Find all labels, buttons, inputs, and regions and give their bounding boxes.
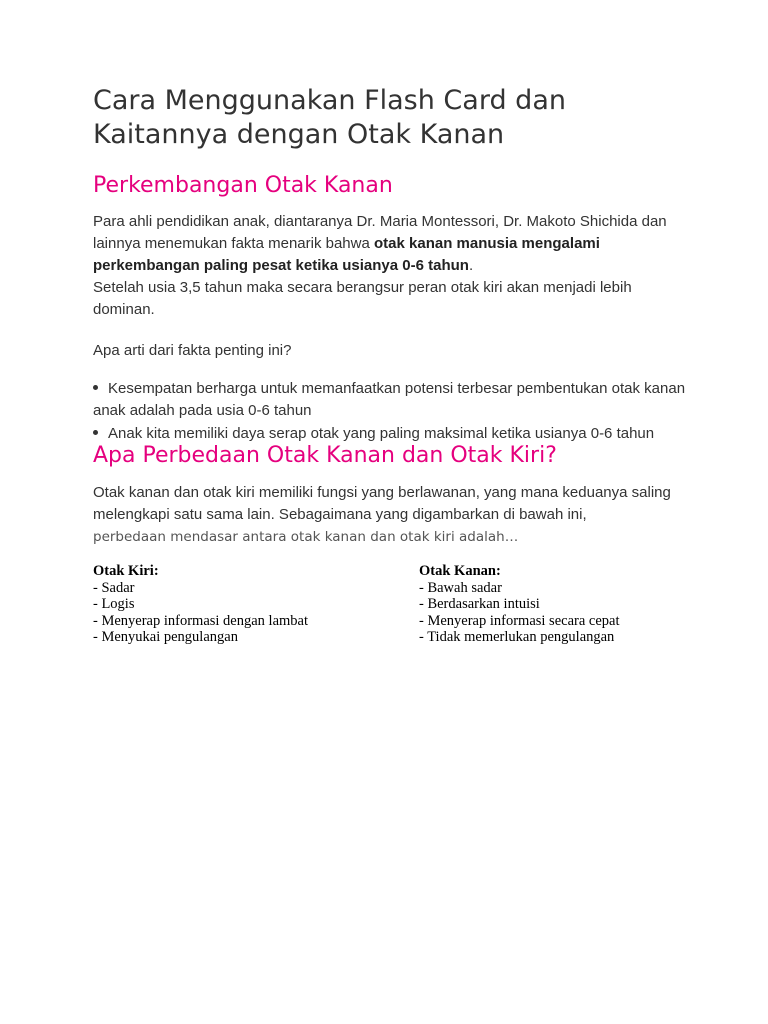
intro-bold-fact: otak kanan manusia mengalami perkembangan paling pesat ketika usianya 0-6 tahun	[93, 235, 600, 274]
list-item: - Menyerap informasi dengan lambat	[93, 612, 309, 629]
comparison-intro-paragraph: Otak kanan dan otak kiri memiliki fungsi yang berlawanan, yang mana keduanya saling melengkapi satu sama lain. Sebagaimana yang digambarkan di bawah ini,	[93, 484, 671, 523]
page-title-line-1: Cara Menggunakan Flash Card dan	[93, 85, 566, 116]
bullet-text: Kesempatan berharga untuk memanfaatkan potensi terbesar pembentukan otak kanan anak adalah pada usia 0-6 tahun	[93, 380, 686, 419]
comparison-lead-text: perbedaan mendasar antara otak kanan dan otak kiri adalah…	[93, 529, 519, 545]
intro-followup: Setelah usia 3,5 tahun maka secara berangsur peran otak kiri akan menjadi lebih dominan.	[93, 279, 632, 318]
list-item: - Berdasarkan intuisi	[419, 596, 540, 612]
section-heading-perkembangan: Perkembangan Otak Kanan	[93, 173, 393, 198]
section-heading-perbedaan: Apa Perbedaan Otak Kanan dan Otak Kiri?	[93, 443, 557, 468]
list-item: - Menyerap informasi secara cepat	[419, 612, 620, 629]
left-brain-column	[93, 563, 413, 646]
list-item	[93, 378, 693, 422]
intro-paragraph	[93, 211, 673, 321]
intro-text: Para ahli pendidikan anak, diantaranya Dr. Maria Montessori, Dr. Makoto Shichida dan lainnya menemukan fakta menarik bahwa	[93, 213, 667, 252]
list-item: - Sadar	[93, 579, 135, 596]
bullet-dot-icon	[93, 385, 98, 390]
right-brain-heading: Otak Kanan:	[419, 563, 501, 579]
list-item: - Menyukai pengulangan	[93, 629, 238, 645]
page-title-line-2: Kaitannya dengan Otak Kanan	[93, 119, 505, 150]
bullet-dot-icon	[93, 430, 98, 435]
bullet-text: Anak kita memiliki daya serap otak yang paling maksimal ketika usianya 0-6 tahun	[108, 425, 655, 442]
page-title	[93, 84, 693, 152]
list-item: - Bawah sadar	[419, 579, 502, 596]
left-brain-heading: Otak Kiri:	[93, 563, 159, 579]
list-item: - Tidak memerlukan pengulangan	[419, 629, 615, 645]
question-paragraph: Apa arti dari fakta penting ini?	[93, 342, 292, 359]
list-item: - Logis	[93, 596, 135, 612]
right-brain-column	[419, 563, 719, 646]
intro-period: .	[468, 257, 474, 274]
fact-bullet-list	[93, 378, 693, 446]
